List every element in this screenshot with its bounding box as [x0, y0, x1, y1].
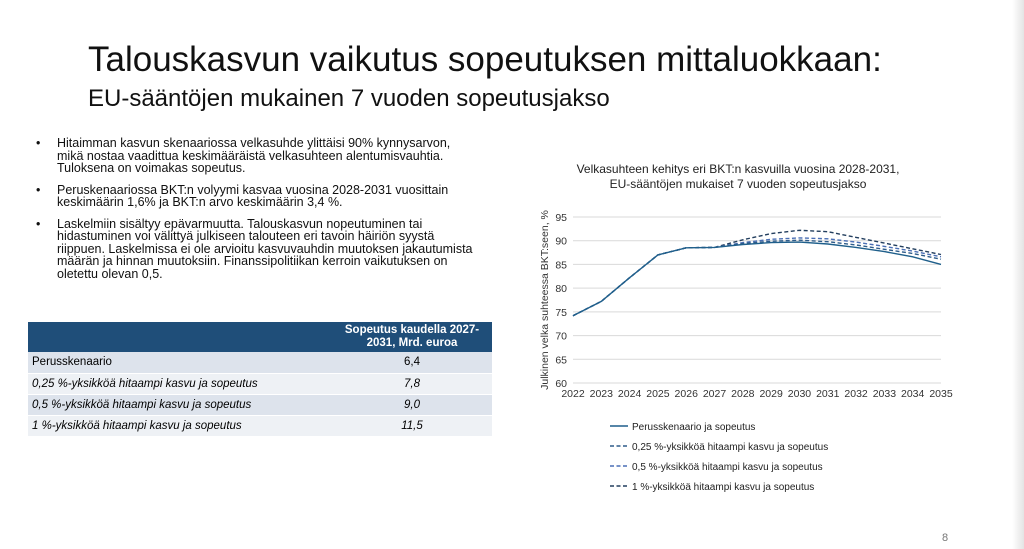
bullet-list	[36, 137, 516, 289]
y-tick-label: 60	[555, 378, 567, 390]
table-row-value: 7,8	[332, 373, 492, 394]
table-row	[28, 352, 492, 373]
bullet-dot-icon: •	[36, 216, 41, 231]
bullet-line: hidastuminen voi välittyä julkiseen talouteen eri tavoin häiriön syystä	[57, 229, 435, 243]
x-tick-label: 2030	[787, 388, 812, 400]
bullet-line: Hitaimman kasvun skenaariossa velkasuhde ylittäisi 90% kynnysarvon,	[57, 136, 451, 150]
x-tick-label: 2023	[589, 388, 613, 400]
y-tick-label: 70	[555, 330, 567, 343]
x-tick-label: 2022	[561, 388, 585, 400]
y-tick-label: 85	[555, 259, 567, 272]
x-tick-label: 2031	[816, 388, 840, 400]
x-tick-label: 2033	[872, 388, 897, 400]
x-tick-label: 2027	[702, 388, 727, 400]
slide-edge-shadow	[1012, 0, 1024, 549]
table-row-label: Perusskenaario	[28, 352, 332, 373]
bullet-line: määrän ja hinnan muutoksiin. Finanssipolitiikan kerroin vaikutuksen on	[57, 254, 448, 268]
debt-ratio-line-chart	[530, 200, 960, 505]
bullet-line: keskimäärin 1,6% ja BKT:n arvo keskimäärin 3,4 %.	[57, 195, 343, 209]
legend-label: 0,5 %-yksikköä hitaampi kasvu ja sopeutus	[632, 462, 823, 473]
table-row-label: 1 %-yksikköä hitaampi kasvu ja sopeutus	[28, 415, 332, 436]
adjustment-table	[28, 322, 492, 437]
bullet-line: Laskelmiin sisältyy epävarmuutta. Talouskasvun nopeutuminen tai	[57, 216, 423, 231]
x-tick-label: 2034	[901, 388, 925, 400]
y-tick-label: 65	[555, 354, 567, 367]
series-line	[573, 242, 941, 316]
table-row-label: 0,25 %-yksikköä hitaampi kasvu ja sopeutus	[28, 373, 332, 394]
chart-title-line: Velkasuhteen kehitys eri BKT:n kasvuilla vuosina 2028-2031,	[576, 162, 900, 176]
bullet-line: oletettu olevan 0,5.	[57, 266, 163, 281]
bullet-item	[36, 137, 516, 175]
table-header-row	[28, 322, 492, 352]
y-axis-label: Julkinen velka suhteessa BKT:seen, %	[539, 210, 551, 390]
bullet-line: riippuen. Laskelmissa ei ole arvioitu kasvuvauhdin muutoksen jakautumista	[57, 241, 473, 256]
table-row-value: 11,5	[332, 415, 492, 436]
table-row-value: 9,0	[332, 394, 492, 415]
slide-subtitle: EU-sääntöjen mukainen 7 vuoden sopeutusjakso	[88, 85, 610, 112]
legend-label: 1 %-yksikköä hitaampi kasvu ja sopeutus	[632, 482, 815, 493]
x-tick-label: 2026	[674, 388, 698, 400]
table-header-adjustment: Sopeutus kaudella 2027-2031, Mrd. euroa	[332, 322, 492, 352]
x-tick-label: 2024	[617, 388, 642, 400]
table-row	[28, 373, 492, 394]
bullet-line: Tuloksena on voimakas sopeutus.	[57, 161, 246, 175]
table-row	[28, 394, 492, 415]
bullet-dot-icon: •	[36, 182, 41, 197]
bullet-item	[36, 218, 516, 281]
table-row	[28, 415, 492, 436]
bullet-line: Peruskenaariossa BKT:n volyymi kasvaa vuosina 2028-2031 vuosittain	[57, 182, 449, 197]
y-tick-label: 90	[555, 235, 567, 248]
x-tick-label: 2029	[759, 388, 783, 400]
table-row-value: 6,4	[332, 352, 492, 373]
chart-title	[548, 162, 928, 192]
table-header-empty	[28, 322, 332, 352]
y-tick-label: 95	[555, 212, 567, 224]
bullet-item	[36, 184, 516, 209]
y-tick-label: 75	[555, 306, 567, 319]
chart-title-line: EU-sääntöjen mukaiset 7 vuoden sopeutusjakso	[609, 177, 867, 191]
x-tick-label: 2028	[731, 388, 755, 400]
table-row-label: 0,5 %-yksikköä hitaampi kasvu ja sopeutus	[28, 394, 332, 415]
legend-label: 0,25 %-yksikköä hitaampi kasvu ja sopeutus	[632, 442, 829, 453]
x-tick-label: 2025	[646, 388, 670, 400]
bullet-line: mikä nostaa vaadittua keskimääräistä velkasuhteen alentumisvauhtia.	[57, 148, 444, 163]
x-tick-label: 2035	[929, 388, 953, 400]
y-tick-label: 80	[555, 283, 567, 296]
page-number: 8	[942, 532, 949, 544]
x-tick-label: 2032	[844, 388, 868, 400]
slide-title: Talouskasvun vaikutus sopeutuksen mittaluokkaan:	[88, 40, 882, 79]
legend-label: Perusskenaario ja sopeutus	[632, 422, 756, 433]
bullet-dot-icon: •	[36, 136, 41, 150]
